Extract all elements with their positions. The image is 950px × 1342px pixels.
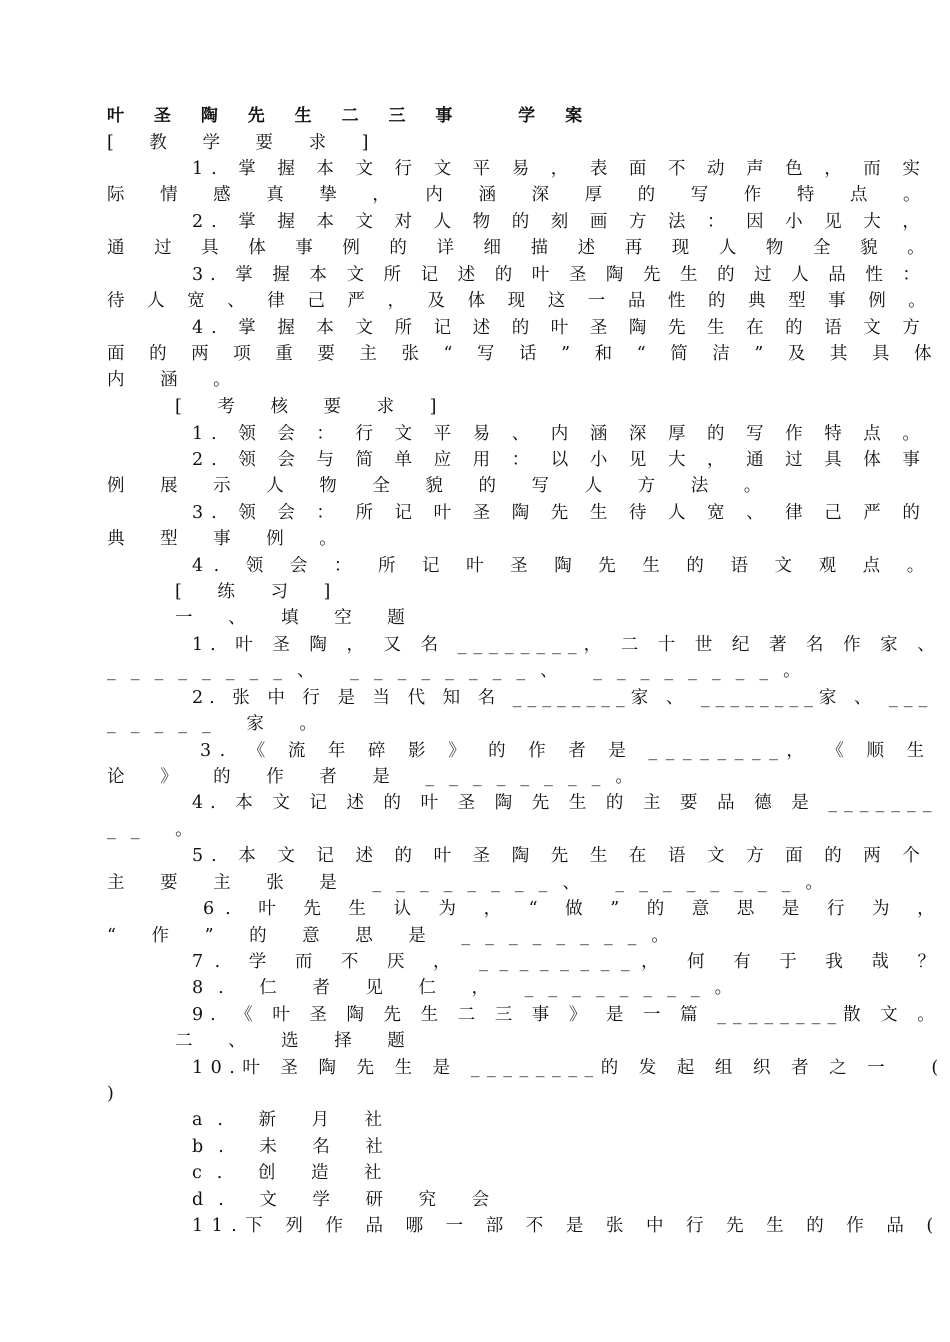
document-title: 叶 圣 陶 先 生 二 三 事 学 案 bbox=[107, 106, 595, 126]
question-line: _____ 家 。 bbox=[107, 714, 332, 734]
multiple-choice-heading: 二 、 选 择 题 bbox=[175, 1031, 420, 1051]
text-line: 1. 领 会 ： 行 文 平 易 、 内 涵 深 厚 的 写 作 特 点 。 bbox=[192, 424, 928, 444]
text-line: 例 展 示 人 物 全 貌 的 写 人 方 法 。 bbox=[107, 476, 777, 496]
text-line: 4. 领 会 ： 所 记 叶 圣 陶 先 生 的 语 文 观 点 。 bbox=[192, 556, 935, 576]
question-line: 4. 本 文 记 述 的 叶 圣 陶 先 生 的 主 要 品 德 是 _______ bbox=[192, 793, 939, 813]
choice-option: b. 未 名 社 bbox=[192, 1137, 398, 1157]
text-line: 1. 掌 握 本 文 行 文 平 易 ， 表 面 不 动 声 色 ， 而 实 bbox=[192, 159, 928, 179]
question-line: 9. 《 叶 圣 陶 先 生 二 三 事 》 是 一 篇 ________散 文 。 bbox=[192, 1005, 942, 1025]
text-line: 2. 领 会 与 简 单 应 用 ： 以 小 见 大 ， 通 过 具 体 事 bbox=[192, 450, 928, 470]
choice-option: d. 文 学 研 究 会 bbox=[192, 1190, 505, 1210]
choice-option: c. 创 造 社 bbox=[192, 1163, 397, 1183]
text-line: 3. 掌 握 本 文 所 记 述 的 叶 圣 陶 先 生 的 过 人 品 性 ： bbox=[192, 265, 927, 285]
text-line: 面 的 两 项 重 要 主 张 “ 写 话 ” 和 “ 简 洁 ” 及 其 具 体 bbox=[107, 344, 942, 364]
text-line: 4. 掌 握 本 文 所 记 述 的 叶 圣 陶 先 生 在 的 语 文 方 bbox=[192, 318, 928, 338]
question-line: 11.下 列 作 品 哪 一 部 不 是 张 中 行 先 生 的 作 品 ( bbox=[192, 1216, 942, 1236]
text-line: 通 过 具 体 事 例 的 详 细 描 述 再 现 人 物 全 貌 。 bbox=[107, 238, 937, 258]
teaching-requirements-heading: [ 教 学 要 求 ] bbox=[107, 133, 384, 153]
question-line: ) bbox=[107, 1084, 129, 1104]
fill-in-blank-heading: 一 、 填 空 题 bbox=[175, 608, 420, 628]
question-line: 2. 张 中 行 是 当 代 知 名 ________家 、 ________家 、 ___ bbox=[192, 688, 934, 708]
text-line: 际 情 感 真 挚 ， 内 涵 深 厚 的 写 作 特 点 。 bbox=[107, 185, 936, 205]
question-line: 主 要 主 张 是 ________、 ________。 bbox=[107, 873, 838, 893]
text-line: 待 人 宽 、 律 己 严 ， 及 体 现 这 一 品 性 的 典 型 事 例 。 bbox=[107, 291, 935, 311]
question-line: 论 》 的 作 者 是 ________。 bbox=[107, 767, 648, 787]
question-line: 1. 叶 圣 陶 ， 又 名 ________， 二 十 世 纪 著 名 作 家 、 bbox=[192, 635, 942, 655]
question-line: ________、 ________、 ________。 bbox=[107, 661, 816, 681]
text-line: 典 型 事 例 。 bbox=[107, 529, 352, 549]
text-line: 2. 掌 握 本 文 对 人 物 的 刻 画 方 法 ： 因 小 见 大 ， bbox=[192, 212, 928, 232]
question-line: “ 作 ” 的 意 思 是 ________。 bbox=[107, 926, 684, 946]
question-line: __ 。 bbox=[107, 820, 208, 840]
practice-heading: [ 练 习 ] bbox=[175, 582, 346, 602]
assessment-requirements-heading: [ 考 核 要 求 ] bbox=[175, 397, 452, 417]
question-line: 8. 仁 者 见 仁 ， ________。 bbox=[192, 978, 748, 998]
choice-option: a. 新 月 社 bbox=[192, 1110, 398, 1130]
question-line: 3. 《 流 年 碎 影 》 的 作 者 是 ________， 《 顺 生 bbox=[200, 741, 933, 761]
question-line: 7. 学 而 不 厌 ， ________， 何 有 于 我 哉 ？ bbox=[192, 952, 947, 972]
text-line: 3. 领 会 ： 所 记 叶 圣 陶 先 生 待 人 宽 、 律 己 严 的 bbox=[192, 503, 928, 523]
text-line: 内 涵 。 bbox=[107, 370, 246, 390]
question-line: 6. 叶 先 生 认 为 ， “ 做 ” 的 意 思 是 行 为 ， bbox=[203, 899, 946, 919]
question-line: 10.叶 圣 陶 先 生 是 ________的 发 起 组 织 者 之 一 ( bbox=[192, 1058, 946, 1078]
question-line: 5. 本 文 记 述 的 叶 圣 陶 先 生 在 语 文 方 面 的 两 个 bbox=[192, 846, 928, 866]
